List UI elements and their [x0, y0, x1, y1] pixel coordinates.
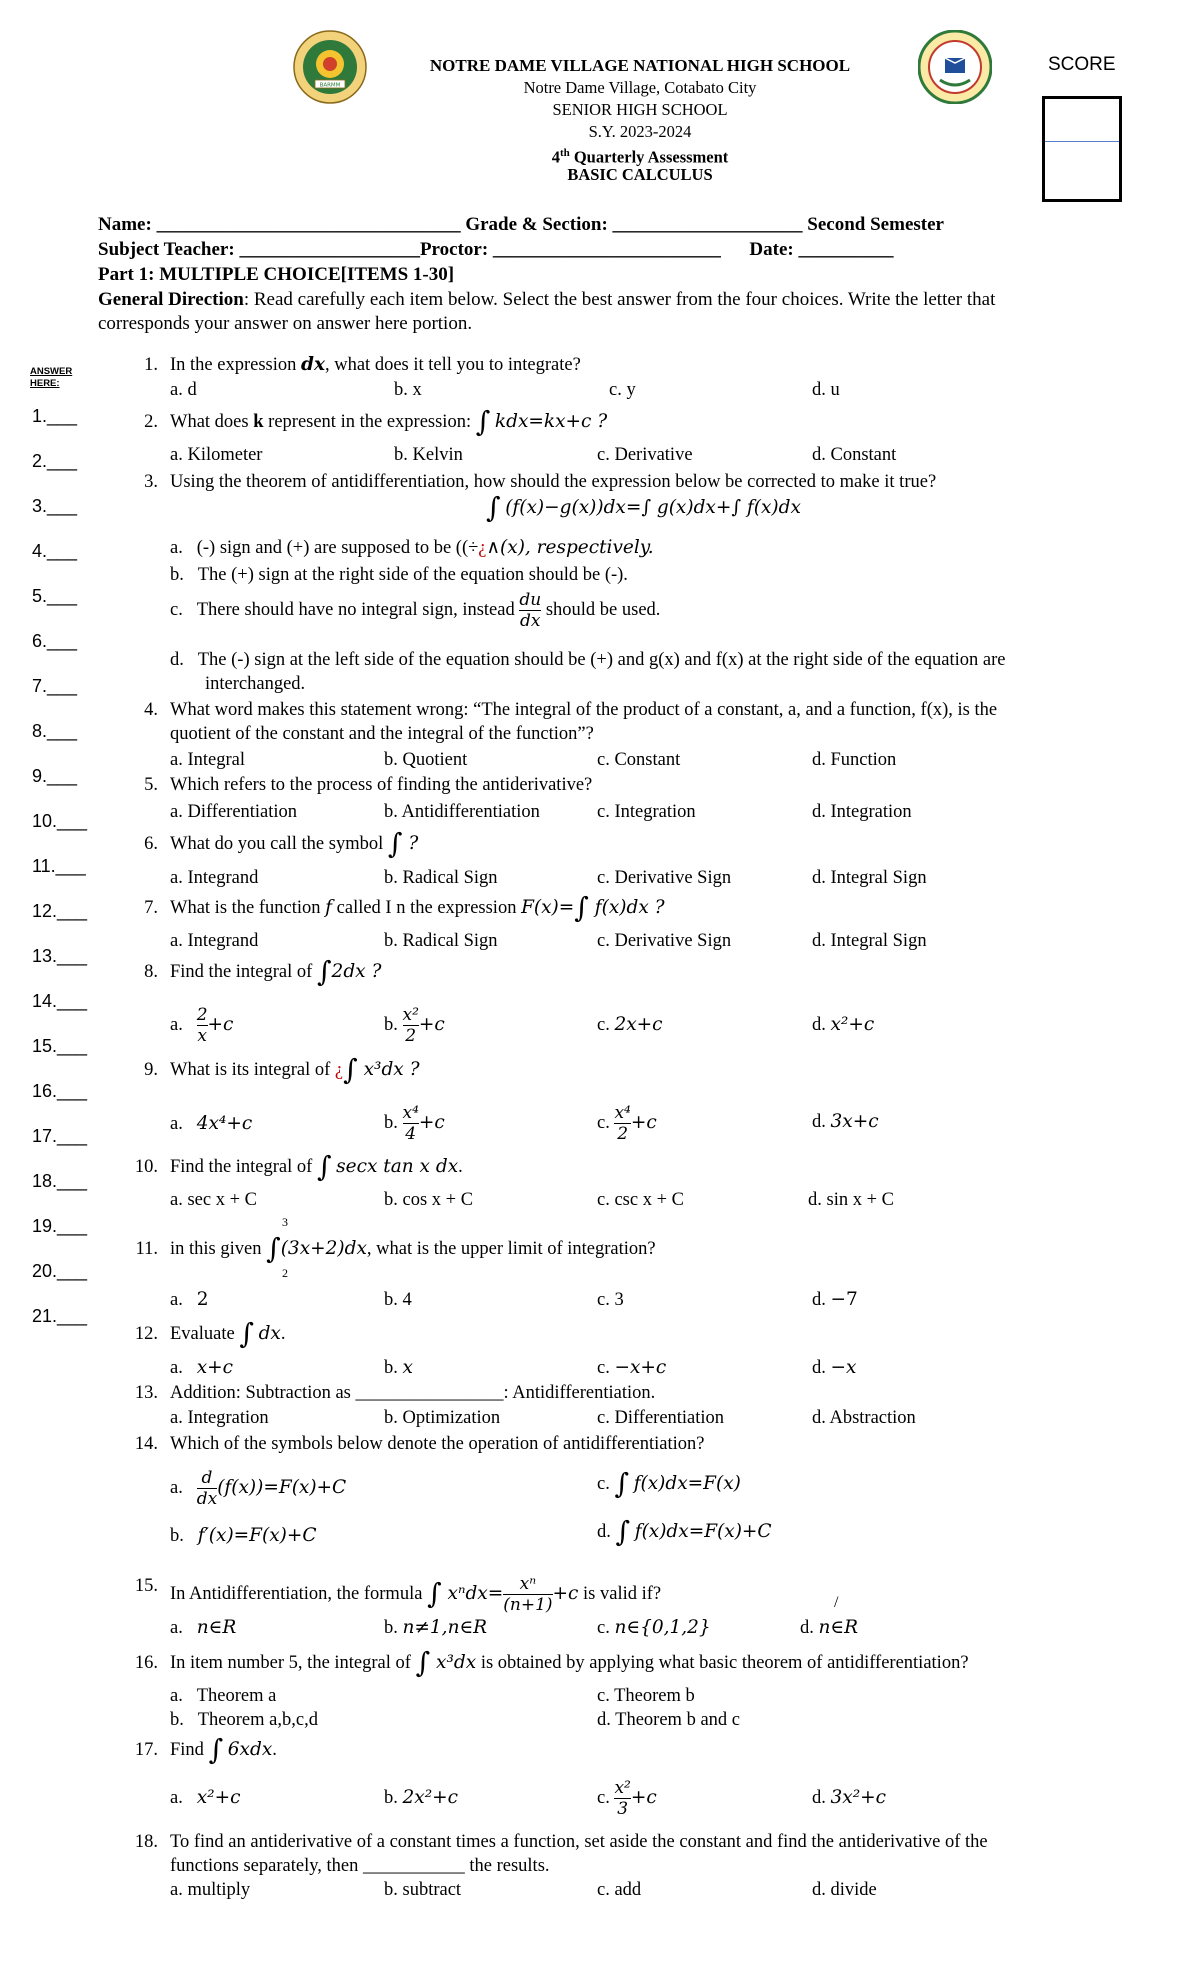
- subject-title: BASIC CALCULUS: [567, 165, 713, 184]
- q15-stray-mark: /: [834, 1594, 839, 1611]
- q1-option-b[interactable]: b. x: [394, 380, 422, 400]
- answer-blank[interactable]: 16.___: [32, 1081, 88, 1101]
- q2-option-d[interactable]: d. Constant: [812, 445, 897, 465]
- q17-option-b[interactable]: b. 2x²+c: [384, 1787, 458, 1808]
- q17-option-d[interactable]: d. 3x²+c: [812, 1787, 886, 1808]
- q13-option-b[interactable]: b. Optimization: [384, 1408, 501, 1428]
- q5-option-d[interactable]: d. Integration: [812, 802, 912, 822]
- q3-expression: ∫ (f(x)−g(x))dx=∫ g(x)dx+∫ f(x)dx: [486, 491, 801, 524]
- q18-option-a[interactable]: a. multiply: [170, 1880, 251, 1900]
- q4-option-a[interactable]: a. Integral: [170, 750, 245, 770]
- answer-blank[interactable]: 14.___: [32, 991, 88, 1011]
- q7-option-b[interactable]: b. Radical Sign: [384, 931, 498, 951]
- answer-blank[interactable]: 8.___: [32, 721, 78, 741]
- answer-blank[interactable]: 5.___: [32, 586, 78, 606]
- score-box[interactable]: [1042, 96, 1122, 202]
- score-label: SCORE: [1048, 54, 1116, 75]
- answer-blank[interactable]: 12.___: [32, 901, 88, 921]
- q13-option-c[interactable]: c. Differentiation: [597, 1408, 725, 1428]
- school-seal-logo: [918, 30, 992, 104]
- answer-blank[interactable]: 7.___: [32, 676, 78, 696]
- q4-option-c[interactable]: c. Constant: [597, 750, 681, 770]
- svg-text:BARMM: BARMM: [319, 82, 341, 89]
- q6-option-a[interactable]: a. Integrand: [170, 868, 259, 888]
- q5-option-b[interactable]: b. Antidifferentiation: [384, 802, 540, 822]
- q4-option-d[interactable]: d. Function: [812, 750, 897, 770]
- answer-blank[interactable]: 3.___: [32, 496, 78, 516]
- q10-option-b[interactable]: b. cos x + C: [384, 1190, 474, 1210]
- answer-blank[interactable]: 1.___: [32, 406, 78, 426]
- q5-option-c[interactable]: c. Integration: [597, 802, 696, 822]
- school-address: Notre Dame Village, Cotabato City: [523, 78, 757, 97]
- q14-option-a[interactable]: a. $\frac{d}{dx}$ (f(x))=F(x)+C: [170, 1468, 347, 1509]
- q11-lower-limit: 2: [282, 1266, 288, 1280]
- q2-option-b[interactable]: b. Kelvin: [394, 445, 463, 465]
- q12-option-a[interactable]: a. x+c: [170, 1357, 234, 1378]
- q3-option-d[interactable]: d. The (-) sign at the left side of the equation should be (+) and g(x) and f(x) at the right side of the equation are: [170, 650, 1006, 670]
- q12-option-b[interactable]: b. x: [384, 1357, 413, 1378]
- q2-option-c[interactable]: c. Derivative: [597, 445, 693, 465]
- answer-blank[interactable]: 17.___: [32, 1126, 88, 1146]
- q3-option-c[interactable]: c. There should have no integral sign, instead $\frac{du}{dx}$ should be used.: [170, 590, 661, 631]
- q2-option-a[interactable]: a. Kilometer: [170, 445, 263, 465]
- q11-option-c[interactable]: c. 3: [597, 1290, 624, 1310]
- q4-option-b[interactable]: b. Quotient: [384, 750, 468, 770]
- q3-option-a[interactable]: a. (-) sign and (+) are supposed to be ((÷¿∧(x), respectively.: [170, 537, 654, 558]
- q16-option-b[interactable]: b. Theorem a,b,c,d: [170, 1710, 318, 1730]
- q18-option-b[interactable]: b. subtract: [384, 1880, 462, 1900]
- q11-upper-limit: 3: [282, 1215, 288, 1229]
- q14-option-d[interactable]: d. ∫ f(x)dx=F(x)+C: [597, 1515, 772, 1548]
- q3-option-d-cont: interchanged.: [205, 674, 306, 694]
- q16-option-d[interactable]: d. Theorem b and c: [597, 1710, 740, 1730]
- q6-option-d[interactable]: d. Integral Sign: [812, 868, 927, 888]
- q11-option-b[interactable]: b. 4: [384, 1290, 412, 1310]
- part-title: Part 1: MULTIPLE CHOICE[ITEMS 1-30]: [98, 264, 455, 285]
- q7-option-c[interactable]: c. Derivative Sign: [597, 931, 732, 951]
- q17-option-c[interactable]: c. $\frac{\text{x²}}{3}$ +c: [597, 1778, 657, 1819]
- answer-blank[interactable]: 4.___: [32, 541, 78, 561]
- answer-blank[interactable]: 11.___: [32, 856, 86, 876]
- q11-option-a[interactable]: a. 2: [170, 1289, 209, 1310]
- q16-option-a[interactable]: a. Theorem a: [170, 1686, 277, 1706]
- score-divider: [1045, 141, 1119, 142]
- answer-here-header: ANSWER HERE:: [30, 366, 73, 389]
- school-year: S.Y. 2023-2024: [588, 122, 692, 141]
- assessment-title: 4th Quarterly Assessment: [551, 147, 729, 167]
- general-direction: General Direction: Read carefully each item below. Select the best answer from the four choices. Write the letter that: [98, 289, 996, 310]
- q9-option-b[interactable]: b. $\frac{\text{x⁴}}{4}$ +c: [384, 1103, 445, 1144]
- q13-option-d[interactable]: d. Abstraction: [812, 1408, 916, 1428]
- general-direction-cont: corresponds your answer on answer here portion.: [98, 313, 473, 334]
- school-level: SENIOR HIGH SCHOOL: [552, 100, 728, 119]
- q9-option-d[interactable]: d. 3x+c: [812, 1111, 879, 1132]
- q18-option-d[interactable]: d. divide: [812, 1880, 877, 1900]
- q12-option-d[interactable]: d. −x: [812, 1357, 857, 1378]
- q13-option-a[interactable]: a. Integration: [170, 1408, 269, 1428]
- q15-option-a[interactable]: a. n∈R: [170, 1617, 237, 1638]
- school-name: NOTRE DAME VILLAGE NATIONAL HIGH SCHOOL: [429, 56, 851, 75]
- q5-option-a[interactable]: a. Differentiation: [170, 802, 298, 822]
- q10-option-d[interactable]: d. sin x + C: [808, 1190, 894, 1210]
- q6-option-c[interactable]: c. Derivative Sign: [597, 868, 732, 888]
- answer-blank[interactable]: 9.___: [32, 766, 78, 786]
- answer-blank[interactable]: 20.___: [32, 1261, 88, 1281]
- q15-option-d[interactable]: d. n∈R: [800, 1617, 859, 1638]
- q10-option-c[interactable]: c. csc x + C: [597, 1190, 684, 1210]
- answer-blank[interactable]: 13.___: [32, 946, 88, 966]
- q3-option-b[interactable]: b. The (+) sign at the right side of the equation should be (-).: [170, 565, 628, 585]
- q1-option-d[interactable]: d. u: [812, 380, 840, 400]
- q15-option-b[interactable]: b. n≠1,n∈R: [384, 1617, 488, 1638]
- teacher-field[interactable]: Subject Teacher: ___________________Proctor: ________________________ Date: __________: [98, 239, 894, 260]
- q6-option-b[interactable]: b. Radical Sign: [384, 868, 498, 888]
- q9-option-a[interactable]: a. 4x⁴+c: [170, 1113, 253, 1134]
- barmm-seal-logo: [293, 30, 367, 104]
- answer-blank[interactable]: 6.___: [32, 631, 78, 651]
- q16-option-c[interactable]: c. Theorem b: [597, 1686, 695, 1706]
- q14-option-b[interactable]: b. f′(x)=F(x)+C: [170, 1525, 317, 1546]
- answer-blank[interactable]: 10.___: [32, 811, 88, 831]
- q8-option-d[interactable]: d. x²+c: [812, 1014, 875, 1035]
- q17-option-a[interactable]: a. x²+c: [170, 1787, 241, 1808]
- q8-option-a[interactable]: a. $\frac{2}{x}$ +c: [170, 1005, 234, 1046]
- q10-option-a[interactable]: a. sec x + C: [170, 1190, 257, 1210]
- answer-blank[interactable]: 2.___: [32, 451, 78, 471]
- name-field[interactable]: Name: ________________________________ Grade & Section: ____________________ Second Semester: [98, 214, 944, 235]
- answer-blank[interactable]: 21.___: [32, 1306, 88, 1326]
- q8-option-c[interactable]: c. 2x+c: [597, 1014, 663, 1035]
- q14-option-c[interactable]: c. ∫ f(x)dx=F(x): [597, 1467, 741, 1500]
- q15-option-c[interactable]: c. n∈{0,1,2}: [597, 1617, 711, 1638]
- answer-blank[interactable]: 15.___: [32, 1036, 88, 1056]
- q8-option-b[interactable]: b. $\frac{\text{x²}}{2}$ +c: [384, 1005, 445, 1046]
- q18-option-c[interactable]: c. add: [597, 1880, 642, 1900]
- q1-option-a[interactable]: a. d: [170, 380, 197, 400]
- q11-option-d[interactable]: d. −7: [812, 1289, 858, 1310]
- answer-blank[interactable]: 19.___: [32, 1216, 88, 1236]
- q1-option-c[interactable]: c. y: [609, 380, 636, 400]
- q12-option-c[interactable]: c. −x+c: [597, 1357, 667, 1378]
- q7-option-a[interactable]: a. Integrand: [170, 931, 259, 951]
- answer-blank[interactable]: 18.___: [32, 1171, 88, 1191]
- q7-option-d[interactable]: d. Integral Sign: [812, 931, 927, 951]
- q9-option-c[interactable]: c. $\frac{\text{x⁴}}{2}$ +c: [597, 1103, 657, 1144]
